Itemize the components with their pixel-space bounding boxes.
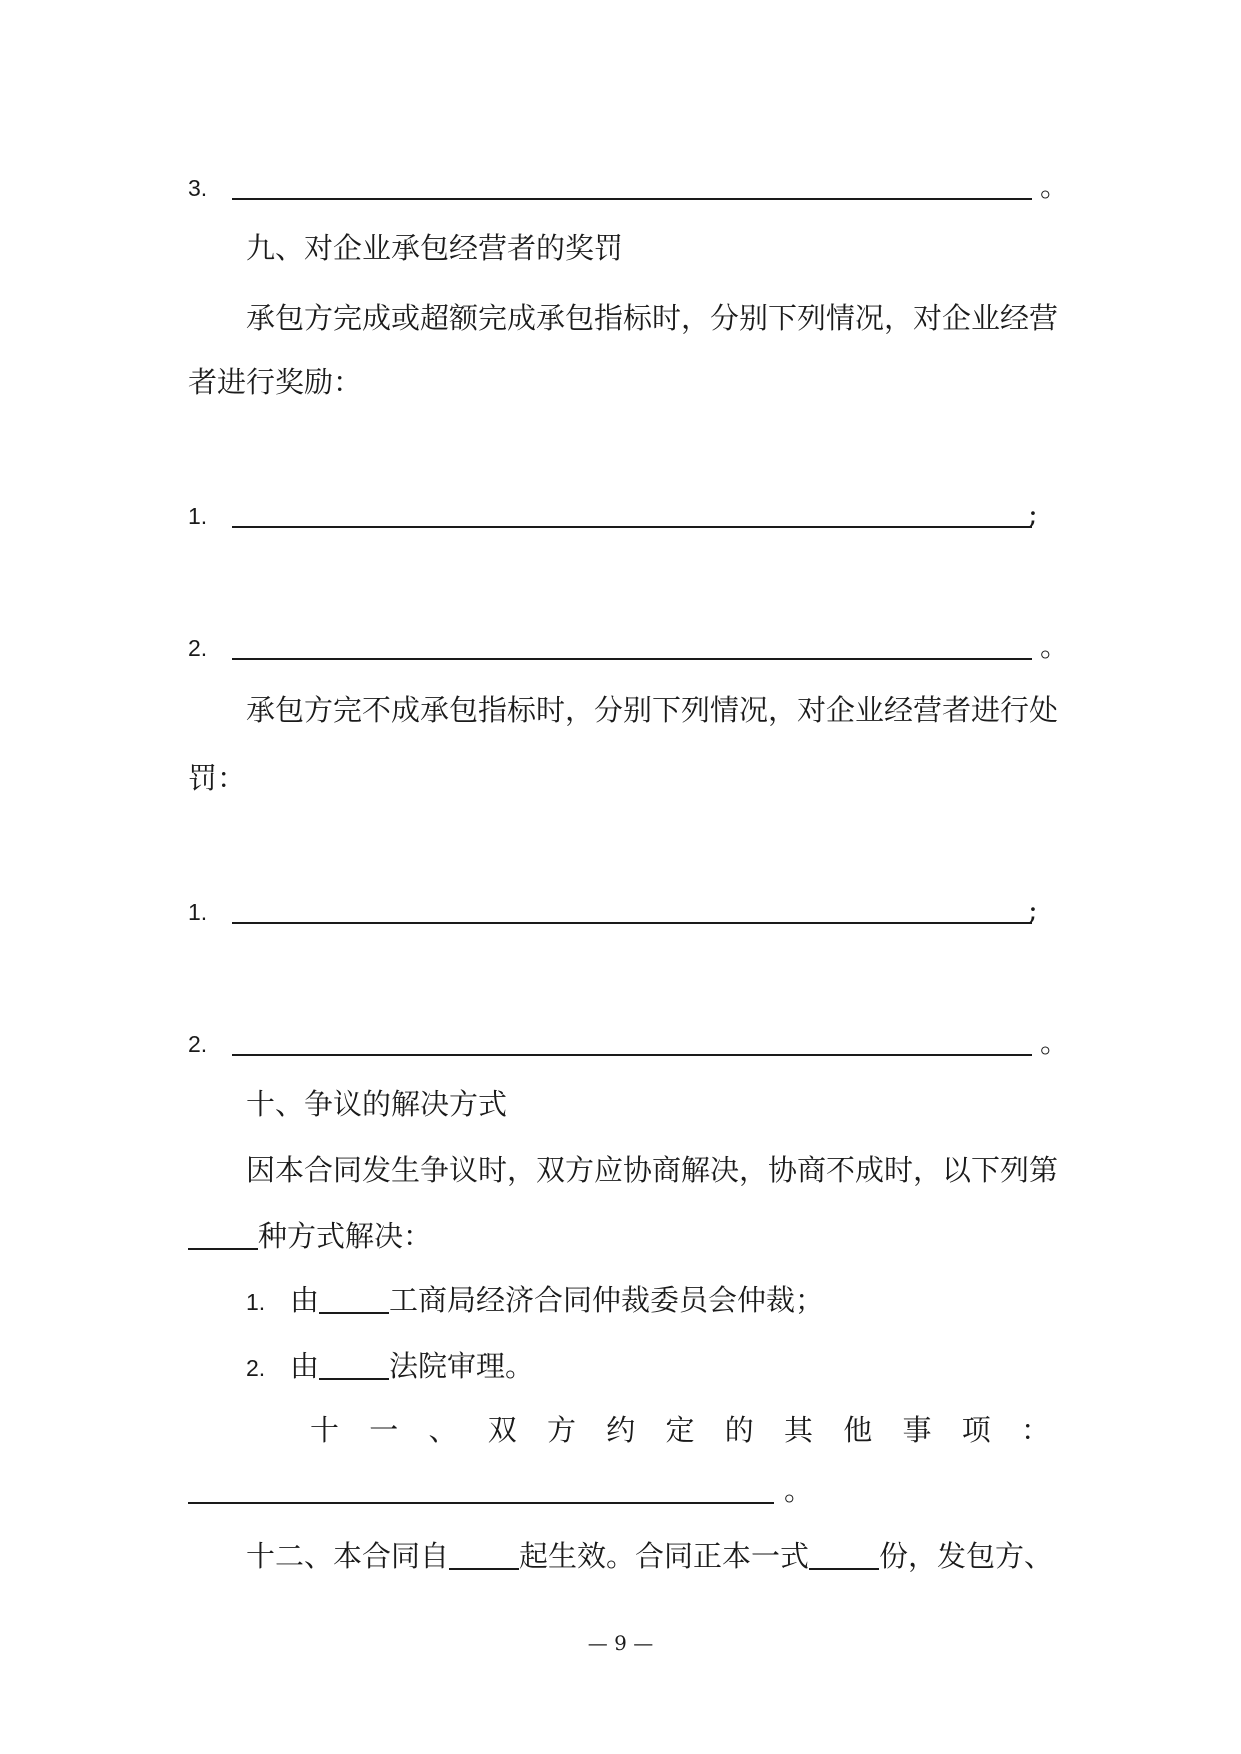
section-heading-10: 十、争议的解决方式 [246, 1087, 508, 1121]
blank-underline[interactable] [809, 1540, 879, 1570]
paragraph-dispute-line-2 [188, 1216, 432, 1256]
blank-underline[interactable] [319, 1284, 389, 1314]
line-end-mark: 。 [1040, 629, 1070, 663]
option-text: 由 [290, 1349, 320, 1383]
item-number: 1. [188, 503, 208, 529]
item-number: 2. [188, 635, 208, 661]
blank-underline[interactable] [232, 526, 1032, 528]
blank-underline[interactable] [319, 1350, 389, 1380]
line-end-mark: ; [1028, 497, 1038, 531]
section-heading-11: 十一、双方约定的其他事项： [310, 1413, 1050, 1447]
section-heading-9: 九、对企业承包经营者的奖罚 [246, 231, 624, 265]
blank-underline[interactable] [232, 922, 1032, 924]
paragraph-reward-line-2: 者进行奖励： [188, 365, 363, 399]
blank-underline[interactable] [232, 198, 1032, 200]
line-end-mark: 。 [1040, 1025, 1070, 1059]
dispute-option-2 [246, 1346, 534, 1388]
blank-underline[interactable] [232, 658, 1032, 660]
item-number: 2. [246, 1355, 266, 1381]
line-end-mark: ; [1028, 893, 1038, 927]
line-end-mark: 。 [1040, 169, 1070, 203]
paragraph-punish-line-1: 承包方完不成承包指标时，分别下列情况，对企业经营者进行处 [246, 693, 1059, 727]
dispute-option-1 [246, 1280, 824, 1322]
paragraph-text: 起生效。合同正本一式 [519, 1539, 810, 1573]
blank-underline[interactable] [449, 1540, 519, 1570]
paragraph-reward-line-1: 承包方完成或超额完成承包指标时，分别下列情况，对企业经营 [246, 301, 1059, 335]
blank-underline[interactable] [232, 1054, 1032, 1056]
paragraph-text: 十二、本合同自 [246, 1539, 450, 1573]
paragraph-text: 份，发包方、 [879, 1539, 1054, 1573]
item-number: 2. [188, 1031, 208, 1057]
dispute-text: 种方式解决： [258, 1219, 433, 1253]
page-number: — 9 — [587, 1631, 654, 1655]
blank-underline[interactable] [188, 1220, 258, 1250]
reward-item-2 [188, 626, 232, 668]
fill-line-3 [188, 166, 232, 208]
line-end-mark: 。 [784, 1473, 814, 1507]
punish-item-1 [188, 890, 232, 932]
item-number: 3. [188, 175, 208, 201]
option-text: 由 [290, 1283, 320, 1317]
punish-item-2 [188, 1022, 232, 1064]
item-number: 1. [246, 1289, 266, 1315]
blank-underline[interactable] [188, 1502, 774, 1504]
reward-item-1 [188, 494, 232, 536]
option-text: 工商局经济合同仲裁委员会仲裁； [389, 1283, 825, 1317]
paragraph-12 [246, 1536, 1053, 1576]
paragraph-dispute-line-1: 因本合同发生争议时，双方应协商解决，协商不成时，以下列第 [246, 1153, 1059, 1187]
item-number: 1. [188, 899, 208, 925]
paragraph-punish-line-2: 罚： [188, 761, 247, 795]
option-text: 法院审理。 [389, 1349, 535, 1383]
